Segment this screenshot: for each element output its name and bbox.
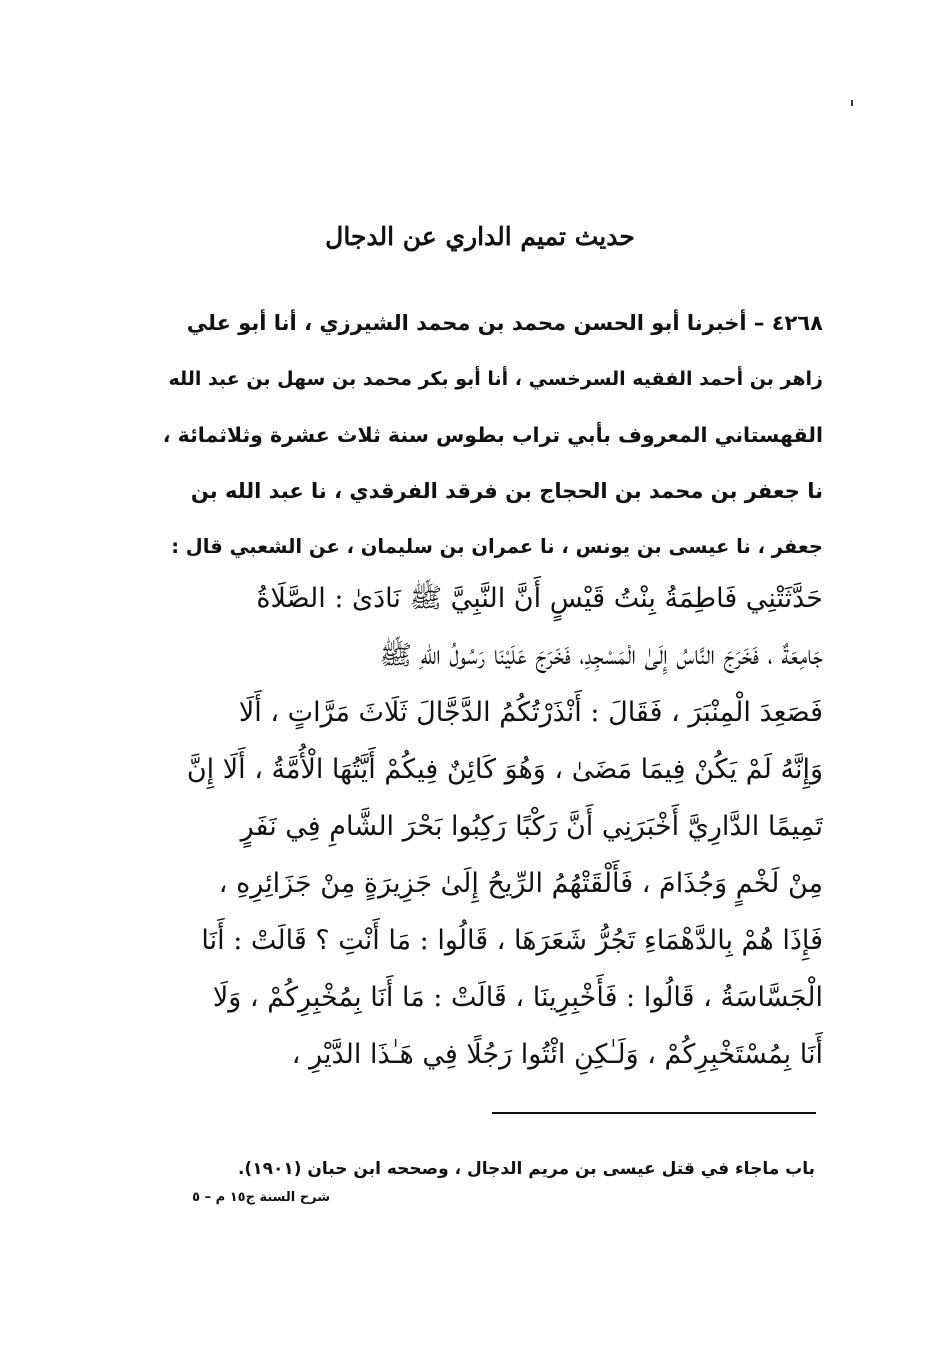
matn-line: وَإِنَّهُ لَمْ يَكُنْ فِيمَا مَضَىٰ ، وَهُوَ كَائِنٌ فِيكُمْ أَيَّتُهَا الْأُمَّةُ ، أَلَا إِنَّ	[186, 754, 823, 785]
matn-paragraph	[163, 570, 823, 1083]
footnote: باب ماجاء في قتل عيسى بن مريم الدجال ، وصححه ابن حبان (١٩٠١).	[237, 1159, 815, 1179]
footnote-divider	[492, 1112, 816, 1114]
hadith-heading: حديث تميم الداري عن الدجال	[325, 222, 635, 251]
isnad-paragraph	[163, 295, 823, 575]
matn-line: حَدَّثَتْنِي فَاطِمَةُ بِنْتُ قَيْسٍ أَنَّ النَّبِيَّ ﷺ نَادَىٰ : الصَّلَاةُ	[256, 583, 823, 614]
matn-line: جَامِعَةٌ ، فَخَرَجَ النَّاسُ إِلَىٰ الْمَسْجِدِ، فَخَرَجَ عَلَيْنَا رَسُولُ اللهِ ﷺ	[379, 640, 823, 671]
matn-line: تَمِيمًا الدَّارِيَّ أَخْبَرَنِي أَنَّ رَكْبًا رَكِبُوا بَحْرَ الشَّامِ فِي نَفَرٍ	[240, 811, 823, 842]
matn-line: فَصَعِدَ الْمِنْبَرَ ، فَقَالَ : أَنْذَرْتُكُمُ الدَّجَّالَ ثَلَاثَ مَرَّاتٍ ، أَلَا	[238, 697, 823, 728]
isnad-line: القهستاني المعروف بأبي تراب بطوس سنة ثلاث عشرة وثلاثمائة ،	[163, 423, 823, 447]
isnad-line: ٤٢٦٨ – أخبرنا أبو الحسن محمد بن محمد الشيرزي ، أنا أبو علي	[186, 311, 823, 335]
page-signature: شرح السنة ج١٥ م – ٥	[192, 1190, 330, 1205]
isnad-line: نا جعفر بن محمد بن الحجاج بن فرقد الفرقدي ، نا عبد الله بن	[190, 479, 823, 503]
matn-line: الْجَسَّاسَةُ ، قَالُوا : فَأَخْبِرِينَا ، قَالَتْ : مَا أَنَا بِمُخْبِرِكُمْ ، وَلَا	[212, 982, 823, 1013]
isnad-line: جعفر ، نا عيسى بن يونس ، نا عمران بن سليمان ، عن الشعبي قال :	[171, 535, 823, 558]
scan-mark	[851, 100, 853, 106]
matn-line: فَإِذَا هُمْ بِالدَّهْمَاءِ تَجُرُّ شَعَرَهَا ، قَالُوا : مَا أَنْتِ ؟ قَالَتْ : أَنَا	[201, 925, 823, 956]
matn-line: مِنْ لَخْمٍ وَجُذَامَ ، فَأَلْقَتْهُمُ الرِّيحُ إِلَىٰ جَزِيرَةٍ مِنْ جَزَائِرِهِ ،	[218, 868, 823, 899]
matn-line: أَنَا بِمُسْتَخْبِرِكُمْ ، وَلَـٰكِنِ ائْتُوا رَجُلًا فِي هَـٰذَا الدَّيْرِ ،	[291, 1039, 823, 1070]
isnad-line: زاهر بن أحمد الفقيه السرخسي ، أنا أبو بكر محمد بن سهل بن عبد الله	[168, 368, 823, 390]
